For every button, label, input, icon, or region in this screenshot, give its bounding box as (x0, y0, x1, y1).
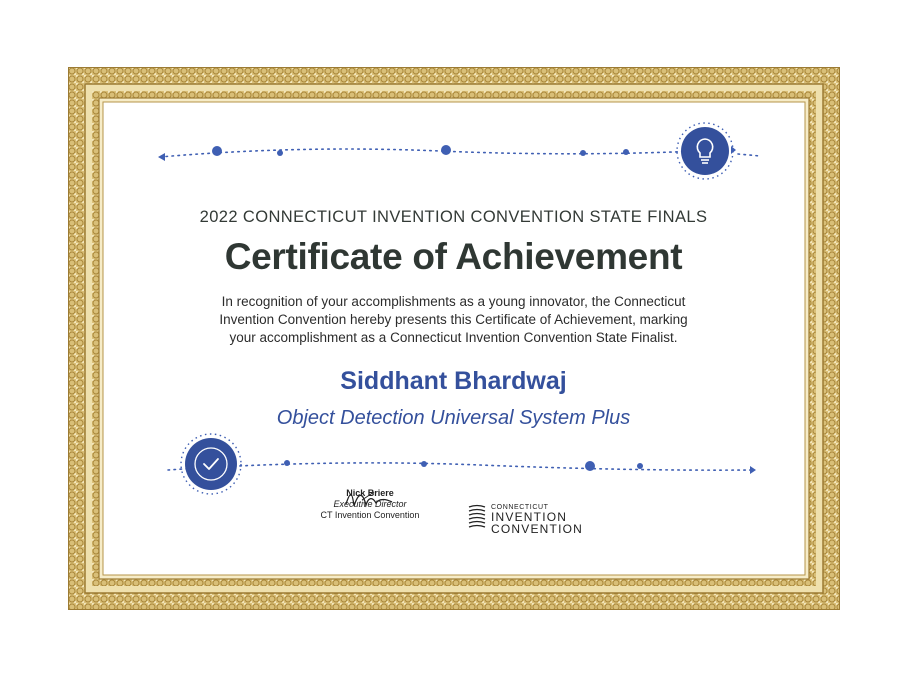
body-line: your accomplishment as a Connecticut Invention Convention State Finalist. (229, 330, 678, 345)
event-title: 2022 CONNECTICUT INVENTION CONVENTION STATE FINALS (199, 208, 708, 226)
invention-convention-logo (465, 502, 595, 536)
checkmark-seal-icon (181, 434, 241, 494)
lightbulb-icon (677, 123, 733, 179)
logo-line-1: INVENTION (491, 510, 568, 524)
signature-block (300, 488, 440, 521)
project-title: Object Detection Universal System Plus (276, 407, 631, 429)
logo-line-2: CONVENTION (491, 522, 584, 536)
body-line: In recognition of your accomplishments as a young innovator, the Connecticut (221, 294, 686, 309)
recipient-name: Siddhant Bhardwaj (340, 367, 567, 395)
certificate-title: Certificate of Achievement (224, 236, 683, 277)
body-line: Invention Convention hereby presents this Certificate of Achievement, marking (219, 312, 688, 327)
signer-org: CT Invention Convention (320, 510, 420, 520)
signer-name: Nick Briere (346, 488, 394, 498)
logo-small-text: CONNECTICUT (491, 504, 549, 511)
certificate-body-text (0, 293, 907, 347)
signer-role: Executive Director (333, 499, 407, 509)
